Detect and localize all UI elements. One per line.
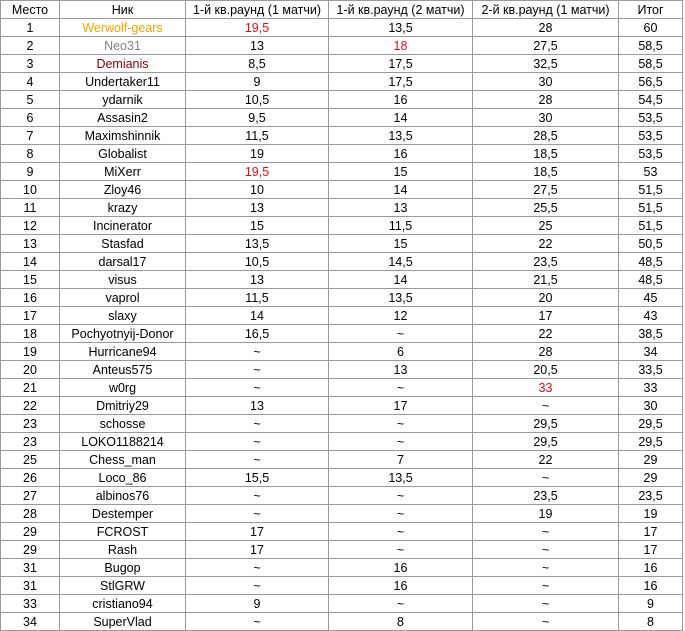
cell-round2-match1: 27,5 — [473, 37, 619, 55]
cell-round1-match1: ~ — [186, 343, 329, 361]
cell-round1-match1: ~ — [186, 505, 329, 523]
table-row — [1, 343, 683, 361]
cell-nick: Globalist — [60, 145, 186, 163]
table-row — [1, 91, 683, 109]
cell-total: 56,5 — [619, 73, 683, 91]
cell-round1-match2: 16 — [329, 577, 473, 595]
cell-total: 9 — [619, 595, 683, 613]
cell-round1-match2: 16 — [329, 145, 473, 163]
cell-round1-match1: 13 — [186, 397, 329, 415]
cell-round1-match1: 16,5 — [186, 325, 329, 343]
cell-total: 45 — [619, 289, 683, 307]
cell-round2-match1: 20 — [473, 289, 619, 307]
cell-nick: StlGRW — [60, 577, 186, 595]
cell-total: 17 — [619, 541, 683, 559]
cell-place: 34 — [1, 613, 60, 631]
cell-round2-match1: 22 — [473, 451, 619, 469]
cell-nick: Werwolf-gears — [60, 19, 186, 37]
cell-total: 29 — [619, 451, 683, 469]
cell-round1-match2: 13,5 — [329, 289, 473, 307]
cell-round1-match2: 6 — [329, 343, 473, 361]
cell-total: 51,5 — [619, 199, 683, 217]
cell-round2-match1: 30 — [473, 109, 619, 127]
cell-place: 8 — [1, 145, 60, 163]
cell-round1-match1: ~ — [186, 559, 329, 577]
cell-round1-match1: 8,5 — [186, 55, 329, 73]
table-row — [1, 595, 683, 613]
cell-round1-match2: 16 — [329, 559, 473, 577]
cell-place: 7 — [1, 127, 60, 145]
cell-place: 31 — [1, 559, 60, 577]
cell-round2-match1: 28,5 — [473, 127, 619, 145]
cell-round1-match1: 10,5 — [186, 91, 329, 109]
cell-place: 20 — [1, 361, 60, 379]
cell-nick: slaxy — [60, 307, 186, 325]
table-row — [1, 253, 683, 271]
header-round2-match1: 2-й кв.раунд (1 матчи) — [473, 1, 619, 19]
cell-place: 28 — [1, 505, 60, 523]
table-row — [1, 109, 683, 127]
cell-round2-match1: ~ — [473, 523, 619, 541]
cell-nick: cristiano94 — [60, 595, 186, 613]
cell-place: 18 — [1, 325, 60, 343]
cell-total: 53,5 — [619, 145, 683, 163]
cell-total: 17 — [619, 523, 683, 541]
cell-round1-match2: 17,5 — [329, 73, 473, 91]
cell-round1-match1: 15,5 — [186, 469, 329, 487]
cell-round1-match1: 19,5 — [186, 163, 329, 181]
cell-place: 5 — [1, 91, 60, 109]
cell-total: 29,5 — [619, 433, 683, 451]
cell-nick: LOKO1188214 — [60, 433, 186, 451]
header-total: Итог — [619, 1, 683, 19]
cell-nick: Undertaker11 — [60, 73, 186, 91]
header-nick: Ник — [60, 1, 186, 19]
table-row — [1, 289, 683, 307]
cell-place: 15 — [1, 271, 60, 289]
cell-nick: Maximshinnik — [60, 127, 186, 145]
table-row — [1, 55, 683, 73]
table-row — [1, 379, 683, 397]
cell-place: 6 — [1, 109, 60, 127]
cell-round1-match1: 11,5 — [186, 127, 329, 145]
cell-round1-match1: 15 — [186, 217, 329, 235]
table-row — [1, 235, 683, 253]
cell-round1-match2: 17,5 — [329, 55, 473, 73]
cell-nick: Dmitriy29 — [60, 397, 186, 415]
cell-nick: MiXerr — [60, 163, 186, 181]
cell-round2-match1: 19 — [473, 505, 619, 523]
cell-nick: Hurricane94 — [60, 343, 186, 361]
cell-round1-match2: 13,5 — [329, 127, 473, 145]
cell-nick: Chess_man — [60, 451, 186, 469]
cell-place: 29 — [1, 523, 60, 541]
cell-round1-match2: ~ — [329, 325, 473, 343]
cell-nick: darsal17 — [60, 253, 186, 271]
cell-round1-match2: 7 — [329, 451, 473, 469]
cell-round2-match1: 23,5 — [473, 253, 619, 271]
table-row — [1, 487, 683, 505]
cell-round2-match1: ~ — [473, 397, 619, 415]
cell-place: 31 — [1, 577, 60, 595]
table-row — [1, 19, 683, 37]
cell-place: 14 — [1, 253, 60, 271]
header-round1-match2: 1-й кв.раунд (2 матчи) — [329, 1, 473, 19]
cell-round1-match1: 17 — [186, 541, 329, 559]
cell-round1-match1: 14 — [186, 307, 329, 325]
cell-round1-match1: 13,5 — [186, 235, 329, 253]
cell-place: 21 — [1, 379, 60, 397]
cell-round1-match1: 13 — [186, 271, 329, 289]
cell-round2-match1: 17 — [473, 307, 619, 325]
cell-nick: visus — [60, 271, 186, 289]
cell-round2-match1: ~ — [473, 595, 619, 613]
cell-total: 19 — [619, 505, 683, 523]
table-row — [1, 37, 683, 55]
table-row — [1, 451, 683, 469]
cell-place: 10 — [1, 181, 60, 199]
cell-nick: ydarnik — [60, 91, 186, 109]
cell-round2-match1: ~ — [473, 613, 619, 631]
cell-nick: Incinerator — [60, 217, 186, 235]
cell-total: 29 — [619, 469, 683, 487]
cell-round1-match2: 14 — [329, 181, 473, 199]
cell-total: 38,5 — [619, 325, 683, 343]
cell-place: 16 — [1, 289, 60, 307]
header-place: Место — [1, 1, 60, 19]
cell-place: 9 — [1, 163, 60, 181]
cell-nick: Rash — [60, 541, 186, 559]
cell-place: 12 — [1, 217, 60, 235]
cell-round2-match1: 22 — [473, 235, 619, 253]
cell-total: 58,5 — [619, 37, 683, 55]
cell-place: 29 — [1, 541, 60, 559]
cell-round1-match1: ~ — [186, 451, 329, 469]
table-row — [1, 541, 683, 559]
table-body — [1, 19, 683, 631]
table-row — [1, 127, 683, 145]
cell-round1-match1: 17 — [186, 523, 329, 541]
cell-total: 58,5 — [619, 55, 683, 73]
table-row — [1, 505, 683, 523]
cell-place: 25 — [1, 451, 60, 469]
cell-place: 11 — [1, 199, 60, 217]
cell-round2-match1: 32,5 — [473, 55, 619, 73]
cell-round2-match1: 29,5 — [473, 433, 619, 451]
cell-round2-match1: 18,5 — [473, 163, 619, 181]
cell-round2-match1: ~ — [473, 577, 619, 595]
table-row — [1, 361, 683, 379]
table-row — [1, 199, 683, 217]
cell-round2-match1: 28 — [473, 19, 619, 37]
cell-round2-match1: 25 — [473, 217, 619, 235]
header-row — [1, 1, 683, 19]
table-row — [1, 469, 683, 487]
cell-total: 48,5 — [619, 271, 683, 289]
cell-total: 23,5 — [619, 487, 683, 505]
cell-round2-match1: 22 — [473, 325, 619, 343]
cell-round1-match2: 14 — [329, 271, 473, 289]
cell-round1-match2: ~ — [329, 595, 473, 613]
cell-nick: Anteus575 — [60, 361, 186, 379]
cell-round1-match1: ~ — [186, 577, 329, 595]
cell-nick: FCROST — [60, 523, 186, 541]
cell-total: 33 — [619, 379, 683, 397]
cell-round1-match2: ~ — [329, 541, 473, 559]
cell-round1-match1: ~ — [186, 379, 329, 397]
cell-round1-match2: 17 — [329, 397, 473, 415]
cell-total: 16 — [619, 559, 683, 577]
cell-round1-match1: 11,5 — [186, 289, 329, 307]
cell-round1-match2: 18 — [329, 37, 473, 55]
header-round1-match1: 1-й кв.раунд (1 матчи) — [186, 1, 329, 19]
table-row — [1, 217, 683, 235]
table-row — [1, 433, 683, 451]
cell-round2-match1: 21,5 — [473, 271, 619, 289]
cell-round2-match1: 33 — [473, 379, 619, 397]
cell-place: 4 — [1, 73, 60, 91]
cell-total: 51,5 — [619, 181, 683, 199]
cell-nick: Bugop — [60, 559, 186, 577]
cell-round1-match1: 19,5 — [186, 19, 329, 37]
cell-nick: Assasin2 — [60, 109, 186, 127]
cell-round1-match2: 13,5 — [329, 19, 473, 37]
cell-total: 51,5 — [619, 217, 683, 235]
cell-place: 26 — [1, 469, 60, 487]
cell-nick: Loco_86 — [60, 469, 186, 487]
cell-round1-match1: 9 — [186, 595, 329, 613]
cell-total: 50,5 — [619, 235, 683, 253]
cell-nick: vaprol — [60, 289, 186, 307]
cell-round1-match1: 10 — [186, 181, 329, 199]
cell-round2-match1: ~ — [473, 541, 619, 559]
cell-place: 13 — [1, 235, 60, 253]
cell-place: 27 — [1, 487, 60, 505]
cell-round2-match1: 25,5 — [473, 199, 619, 217]
cell-round1-match2: 12 — [329, 307, 473, 325]
cell-round1-match2: ~ — [329, 505, 473, 523]
cell-nick: Demianis — [60, 55, 186, 73]
cell-round1-match2: ~ — [329, 379, 473, 397]
cell-round1-match1: ~ — [186, 433, 329, 451]
table-row — [1, 415, 683, 433]
cell-nick: Zloy46 — [60, 181, 186, 199]
cell-round2-match1: 28 — [473, 343, 619, 361]
cell-round2-match1: 23,5 — [473, 487, 619, 505]
cell-place: 3 — [1, 55, 60, 73]
cell-round2-match1: 27,5 — [473, 181, 619, 199]
cell-round1-match2: 14 — [329, 109, 473, 127]
cell-nick: w0rg — [60, 379, 186, 397]
cell-round1-match2: 15 — [329, 163, 473, 181]
cell-place: 23 — [1, 433, 60, 451]
table-row — [1, 271, 683, 289]
cell-round2-match1: ~ — [473, 559, 619, 577]
table-row — [1, 73, 683, 91]
table-row — [1, 181, 683, 199]
cell-round1-match1: ~ — [186, 613, 329, 631]
cell-round1-match2: 16 — [329, 91, 473, 109]
cell-round1-match1: ~ — [186, 415, 329, 433]
cell-round1-match1: 9,5 — [186, 109, 329, 127]
cell-place: 1 — [1, 19, 60, 37]
table-row — [1, 145, 683, 163]
table-row — [1, 163, 683, 181]
cell-nick: SuperVlad — [60, 613, 186, 631]
cell-round1-match2: 13 — [329, 199, 473, 217]
cell-round2-match1: ~ — [473, 469, 619, 487]
cell-nick: albinos76 — [60, 487, 186, 505]
cell-round1-match2: 8 — [329, 613, 473, 631]
cell-round2-match1: 18,5 — [473, 145, 619, 163]
cell-round1-match2: ~ — [329, 415, 473, 433]
cell-round1-match2: ~ — [329, 523, 473, 541]
cell-round1-match2: 13 — [329, 361, 473, 379]
cell-place: 23 — [1, 415, 60, 433]
cell-total: 30 — [619, 397, 683, 415]
cell-total: 60 — [619, 19, 683, 37]
table-row — [1, 559, 683, 577]
cell-total: 33,5 — [619, 361, 683, 379]
cell-round1-match2: 15 — [329, 235, 473, 253]
cell-total: 53 — [619, 163, 683, 181]
table-row — [1, 613, 683, 631]
cell-round1-match1: 13 — [186, 37, 329, 55]
cell-round2-match1: 29,5 — [473, 415, 619, 433]
cell-round1-match2: 13,5 — [329, 469, 473, 487]
table-row — [1, 523, 683, 541]
cell-round1-match2: 14,5 — [329, 253, 473, 271]
cell-round1-match2: ~ — [329, 433, 473, 451]
table-row — [1, 307, 683, 325]
cell-nick: schosse — [60, 415, 186, 433]
cell-nick: Pochyotnyij-Donor — [60, 325, 186, 343]
table-row — [1, 397, 683, 415]
cell-round1-match1: 10,5 — [186, 253, 329, 271]
cell-round1-match2: 11,5 — [329, 217, 473, 235]
cell-round2-match1: 30 — [473, 73, 619, 91]
cell-total: 43 — [619, 307, 683, 325]
cell-nick: Stasfad — [60, 235, 186, 253]
cell-total: 48,5 — [619, 253, 683, 271]
cell-place: 2 — [1, 37, 60, 55]
table-row — [1, 325, 683, 343]
cell-total: 29,5 — [619, 415, 683, 433]
cell-nick: Neo31 — [60, 37, 186, 55]
cell-round1-match1: 13 — [186, 199, 329, 217]
cell-place: 17 — [1, 307, 60, 325]
cell-total: 16 — [619, 577, 683, 595]
cell-round1-match1: ~ — [186, 487, 329, 505]
cell-total: 53,5 — [619, 109, 683, 127]
cell-round1-match1: 19 — [186, 145, 329, 163]
cell-round2-match1: 28 — [473, 91, 619, 109]
cell-round1-match2: ~ — [329, 487, 473, 505]
cell-round1-match1: 9 — [186, 73, 329, 91]
cell-place: 22 — [1, 397, 60, 415]
cell-nick: Destemper — [60, 505, 186, 523]
cell-round1-match1: ~ — [186, 361, 329, 379]
cell-total: 8 — [619, 613, 683, 631]
cell-total: 34 — [619, 343, 683, 361]
cell-place: 33 — [1, 595, 60, 613]
cell-total: 53,5 — [619, 127, 683, 145]
cell-place: 19 — [1, 343, 60, 361]
table-row — [1, 577, 683, 595]
cell-total: 54,5 — [619, 91, 683, 109]
cell-nick: krazy — [60, 199, 186, 217]
cell-round2-match1: 20,5 — [473, 361, 619, 379]
